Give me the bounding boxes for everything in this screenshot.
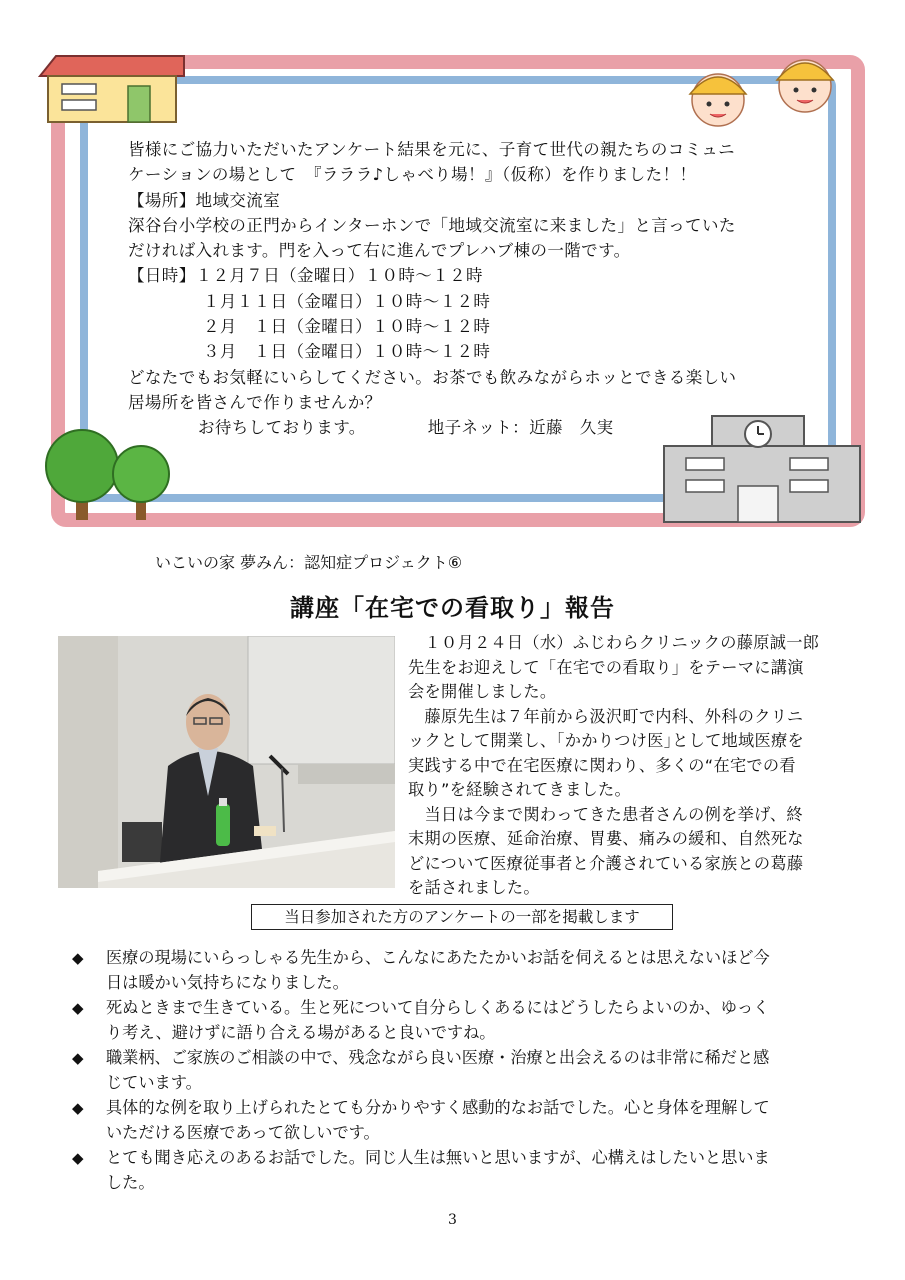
report-line: 藤原先生は７年前から汲沢町で内科、外科のクリニ	[408, 706, 804, 726]
survey-list	[72, 946, 862, 1196]
list-item	[72, 1096, 862, 1145]
list-item	[72, 1046, 862, 1095]
survey-line: り考え、避けずに語り合える場があると良いですね。	[106, 1022, 496, 1042]
survey-line: 医療の現場にいらっしゃる先生から、こんなにあたたかいお話を伺えるとは思えないほど今	[106, 948, 770, 967]
survey-line: 職業柄、ご家族のご相談の中で、残念ながら良い医療・治療と出会えるのは非常に稀だと感	[106, 1048, 770, 1067]
survey-title: 当日参加された方のアンケートの一部を掲載します	[251, 904, 673, 930]
notice-date: ３月 １日（金曜日）１０時～１２時	[203, 342, 491, 362]
notice-sign-row	[128, 415, 793, 440]
page-title: 講座「在宅での看取り」報告	[290, 594, 615, 622]
notice-signature: 地子ネット：近藤 久実	[427, 418, 614, 438]
notice-date: １月１１日（金曜日）１０時～１２時	[203, 291, 491, 311]
report-line: 当日は今まで関わってきた患者さんの例を挙げ、終	[408, 804, 803, 824]
list-item	[72, 1146, 862, 1195]
lecture-photo-illustration	[58, 636, 395, 888]
notice-line: だければ入れます。門を入って右に進んでプレハブ棟の一階です。	[128, 241, 631, 261]
report-line: 末期の医療、延命治療、胃婁、痛みの緩和、自然死な	[408, 829, 804, 848]
notice-line: ケーションの場として 『ラララ♪しゃべり場！』（仮称）を作りました！！	[128, 165, 697, 185]
report-line: １０月２４日（水）ふじわらクリニックの藤原誠一郎	[408, 633, 820, 652]
project-label: いこいの家 夢みん：認知症プロジェクト⑥	[155, 553, 463, 572]
notice-line: 居場所を皆さんで作りませんか？	[128, 392, 382, 412]
diamond-bullet-icon: ◆	[72, 1049, 84, 1067]
report-line: 実践する中で在宅医療に関わり、多くの“在宅での看	[408, 755, 796, 775]
report-line: 先生をお迎えして「在宅での看取り」をテーマに講演	[408, 657, 804, 677]
notice-line: 皆様にご協力いただいたアンケート結果を元に、子育て世代の親たちのコミュニ	[128, 140, 736, 159]
lecture-photo	[58, 636, 395, 888]
diamond-bullet-icon: ◆	[72, 999, 84, 1017]
notice-date: 【日時】１２月７日（金曜日）１０時～１２時	[128, 266, 483, 286]
report-line: 会を開催しました。	[408, 682, 557, 701]
notice-line: 深谷台小学校の正門からインターホンで「地域交流室に来ました」と言っていた	[128, 215, 736, 235]
diamond-bullet-icon: ◆	[72, 1149, 84, 1167]
page-number: 3	[448, 1212, 457, 1228]
survey-line: 日は暖かい気持ちになりました。	[106, 972, 349, 992]
report-line: 取り”を経験されてきました。	[408, 780, 632, 799]
report-body	[408, 631, 856, 901]
survey-line: いただける医療であって欲しいです。	[106, 1122, 380, 1142]
survey-line: 死ぬときまで生きている。生と死について自分らしくあるにはどうしたらよいのか、ゆっく	[106, 998, 770, 1017]
report-line: を話されました。	[408, 878, 540, 897]
survey-line: とても聞き応えのあるお話でした。同じ人生は無いと思いますが、心構えはしたいと思いま	[106, 1148, 770, 1167]
survey-line: 具体的な例を取り上げられたとても分かりやすく感動的なお話でした。心と身体を理解して	[106, 1098, 770, 1117]
house-icon	[40, 56, 184, 122]
survey-line: した。	[106, 1172, 155, 1192]
notice-place-label: 【場所】地域交流室	[128, 190, 281, 210]
list-item	[72, 996, 862, 1045]
diamond-bullet-icon: ◆	[72, 1099, 84, 1117]
notice-text	[128, 137, 793, 441]
diamond-bullet-icon: ◆	[72, 949, 84, 967]
notice-line: どなたでもお気軽にいらしてください。お茶でも飲みながらホッとできる楽しい	[128, 367, 737, 387]
report-line: ックとして開業し、｢かかりつけ医｣として地域医療を	[408, 731, 804, 750]
notice-date: ２月 １日（金曜日）１０時～１２時	[203, 317, 491, 337]
notice-wait: お待ちしております。	[198, 418, 366, 438]
list-item	[72, 946, 862, 995]
report-line: どについて医療従事者と介護されている家族との葛藤	[408, 853, 804, 873]
survey-line: じています。	[106, 1072, 202, 1092]
